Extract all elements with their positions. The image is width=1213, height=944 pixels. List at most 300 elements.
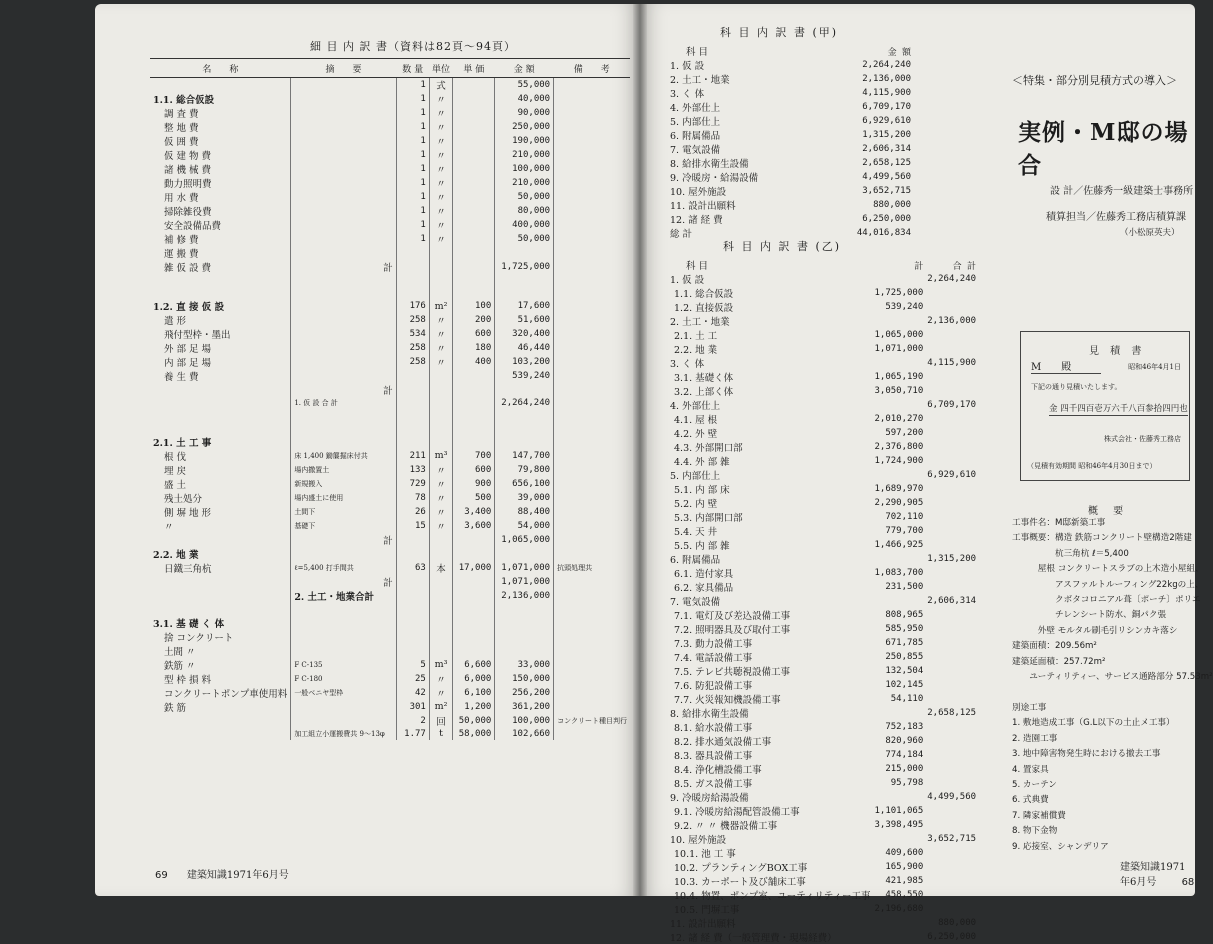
table-cell: 50,000	[453, 714, 495, 728]
list-item	[668, 650, 978, 664]
item-total: 2,606,314	[927, 596, 977, 606]
table-cell	[554, 204, 630, 218]
table-cell: m³	[429, 658, 452, 672]
table-cell: 〃	[429, 505, 452, 519]
table-cell: 100,000	[495, 714, 554, 728]
item-name: 9.1. 冷暖房給湯配管設備工事	[674, 807, 800, 818]
breakdown-otsu-head-total: 合 計	[952, 261, 977, 272]
item-name: 5.5. 内 部 雑	[674, 541, 730, 552]
table-cell	[453, 630, 495, 644]
overview-line: ユーティリティー、サービス通路部分 57.53m²	[1012, 672, 1213, 683]
overview-line: 建築延面積：257.72m²	[1012, 656, 1106, 667]
table-row	[150, 477, 630, 491]
table-cell: 土間 〃	[164, 646, 196, 658]
table-cell	[429, 383, 452, 397]
table-cell	[150, 287, 291, 300]
table-cell: 78	[396, 491, 429, 505]
table-cell	[150, 728, 291, 741]
table-cell	[554, 477, 630, 491]
table-cell: 33,000	[495, 658, 554, 672]
table-cell: 基礎下	[291, 519, 396, 533]
item-subtotal	[872, 398, 925, 412]
table-cell	[150, 397, 291, 410]
table-cell	[554, 78, 630, 93]
list-item	[668, 272, 978, 286]
table-cell	[554, 313, 630, 327]
item-name: 8.5. ガス設備工事	[674, 779, 753, 790]
item-name: 6. 附属備品	[670, 131, 721, 142]
table-cell	[429, 260, 452, 274]
list-item	[668, 678, 978, 692]
table-cell	[291, 176, 396, 190]
table-cell: 計	[291, 383, 396, 397]
table-row	[150, 260, 630, 274]
overview-line	[1012, 685, 1197, 700]
breakdown-ko-table	[668, 44, 913, 240]
table-cell	[429, 589, 452, 603]
table-cell: 5	[396, 658, 429, 672]
table-row	[150, 355, 630, 369]
item-total	[925, 482, 978, 496]
list-item	[668, 58, 913, 72]
item-total	[925, 440, 978, 454]
item-total	[925, 496, 978, 510]
table-cell: 動力照明費	[164, 179, 212, 190]
item-name: 8.1. 給水設備工事	[674, 723, 753, 734]
table-cell	[429, 644, 452, 658]
table-cell	[291, 148, 396, 162]
table-row	[150, 505, 630, 519]
table-row	[150, 463, 630, 477]
table-row	[150, 491, 630, 505]
table-row	[150, 299, 630, 313]
table-cell: 調 査 費	[164, 109, 199, 120]
table-cell: 運 搬 費	[164, 249, 199, 260]
table-cell: 80,000	[495, 204, 554, 218]
table-cell	[453, 410, 495, 423]
table-cell: 210,000	[495, 176, 554, 190]
table-cell: 残土処分	[164, 493, 203, 505]
item-subtotal: 2,196,680	[874, 904, 924, 914]
table-cell	[396, 644, 429, 658]
table-cell	[554, 575, 630, 589]
item-name: 7.1. 電灯及び差込設備工事	[674, 611, 791, 622]
table-cell: 256,200	[495, 686, 554, 700]
table-cell: 1.2. 直 接 仮 設	[153, 302, 225, 314]
col-header-summary: 摘 要	[291, 59, 396, 78]
item-total: 1,315,200	[927, 554, 977, 564]
list-item	[668, 72, 913, 86]
table-cell	[554, 341, 630, 355]
table-cell: 補 修 費	[164, 235, 199, 246]
table-cell: 79,800	[495, 463, 554, 477]
list-item	[668, 86, 913, 100]
col-header-name: 名 称	[150, 59, 291, 78]
breakdown-ko-section	[668, 24, 913, 240]
overview-line: 屋根 コンクリートスラブの上木造小屋組、	[1012, 564, 1204, 575]
table-cell: 700	[453, 449, 495, 463]
estimate-validity: （見積有効期間 昭和46年4月30日まで）	[1027, 462, 1157, 470]
table-cell: 3,400	[453, 505, 495, 519]
table-cell: 鉄 筋	[164, 702, 187, 714]
list-item	[668, 566, 978, 580]
table-cell	[554, 218, 630, 232]
table-cell	[429, 616, 452, 630]
table-cell: 〃	[429, 672, 452, 686]
list-item	[668, 440, 978, 454]
overview-line: 8. 物下金物	[1012, 826, 1058, 837]
table-cell	[453, 246, 495, 260]
item-name: 10. 屋外施設	[670, 835, 727, 846]
item-total	[925, 454, 978, 468]
table-cell	[150, 274, 291, 287]
list-item	[668, 888, 978, 902]
list-item	[668, 482, 978, 496]
table-cell	[554, 260, 630, 274]
item-amount: 2,606,314	[862, 144, 911, 154]
table-cell	[291, 274, 396, 287]
table-cell: 仮 建 物 費	[164, 151, 212, 162]
item-total	[925, 692, 978, 706]
table-cell	[453, 204, 495, 218]
table-cell	[554, 120, 630, 134]
table-cell: 58,000	[453, 728, 495, 741]
list-item	[668, 804, 978, 818]
overview-line: 3. 地中障害物発生時における撤去工事	[1012, 749, 1161, 760]
item-subtotal: 1,071,000	[874, 344, 924, 354]
table-cell	[291, 644, 396, 658]
table-cell	[396, 603, 429, 616]
credit-design-label: 設 計	[1050, 186, 1074, 197]
item-subtotal: 165,900	[885, 862, 924, 872]
table-cell: 式	[429, 78, 452, 93]
table-cell: 1	[396, 134, 429, 148]
overview-line: 5. カーテン	[1012, 779, 1057, 790]
item-total	[925, 846, 978, 860]
table-cell: 〃	[429, 686, 452, 700]
estimate-date: 昭和46年4月1日	[1128, 363, 1181, 371]
list-item	[668, 538, 978, 552]
table-cell	[429, 435, 452, 449]
list-item	[668, 818, 978, 832]
table-cell: 200	[453, 313, 495, 327]
table-cell: 〃	[429, 463, 452, 477]
table-row	[150, 218, 630, 232]
item-name: 1.2. 直接仮設	[674, 303, 734, 314]
item-name: 1. 仮 設	[670, 275, 705, 286]
table-cell	[150, 589, 291, 603]
table-cell: 100	[453, 299, 495, 313]
item-total	[925, 776, 978, 790]
list-item	[668, 748, 978, 762]
table-cell: 2.1. 土 工 事	[153, 437, 212, 449]
table-row	[150, 686, 630, 700]
table-cell	[554, 519, 630, 533]
item-total	[925, 622, 978, 636]
table-cell: 〃	[429, 232, 452, 246]
table-cell: 回	[429, 714, 452, 728]
item-name: 7. 電気設備	[670, 597, 721, 608]
item-subtotal: 539,240	[885, 302, 924, 312]
table-cell: 養 生 費	[164, 372, 199, 384]
table-cell	[495, 422, 554, 435]
table-cell: 539,240	[495, 369, 554, 383]
table-cell: 400,000	[495, 218, 554, 232]
table-cell: 2,136,000	[495, 589, 554, 603]
item-total: 3,652,715	[927, 834, 977, 844]
table-cell	[429, 274, 452, 287]
item-name: 12. 諸 経 費	[670, 215, 723, 226]
item-name: 1.1. 総合仮設	[674, 289, 734, 300]
table-cell: 150,000	[495, 672, 554, 686]
table-cell: 320,400	[495, 327, 554, 341]
item-subtotal: 1,725,000	[874, 288, 924, 298]
table-cell: 根 伐	[164, 451, 187, 463]
table-cell	[453, 547, 495, 561]
overview-line: 建築面積：209.56m²	[1012, 641, 1097, 652]
table-cell: 遣 形	[164, 316, 187, 328]
list-item	[668, 692, 978, 706]
item-name: 7.2. 照明器具及び取付工事	[674, 625, 791, 636]
item-subtotal	[872, 468, 925, 482]
col-header-amount: 金 額	[495, 59, 554, 78]
item-subtotal: 2,376,800	[874, 442, 924, 452]
overview-line: 外壁 モルタル刷毛引リシンカキ落シ	[1012, 625, 1178, 636]
table-cell	[495, 287, 554, 300]
item-subtotal: 421,985	[885, 876, 924, 886]
table-cell: 600	[453, 327, 495, 341]
item-subtotal: 808,965	[885, 610, 924, 620]
table-cell: m³	[429, 449, 452, 463]
table-cell	[150, 533, 291, 547]
table-cell	[554, 589, 630, 603]
table-cell: 場内盛土に使用	[291, 491, 396, 505]
item-subtotal: 3,398,495	[874, 820, 924, 830]
table-cell: 〃	[429, 92, 452, 106]
table-cell: 場内撒置土	[291, 463, 396, 477]
list-item	[668, 398, 978, 412]
table-cell: ℓ=5,400 打手間共	[291, 561, 396, 575]
table-cell	[291, 92, 396, 106]
list-item	[668, 114, 913, 128]
item-subtotal: 752,183	[885, 722, 924, 732]
table-cell	[291, 313, 396, 327]
table-cell	[396, 616, 429, 630]
table-cell: 〃	[429, 190, 452, 204]
list-item	[668, 170, 913, 184]
item-total	[925, 860, 978, 874]
table-cell: 2.2. 地 業	[153, 549, 199, 561]
table-cell: 25	[396, 672, 429, 686]
table-cell: 1	[396, 190, 429, 204]
table-cell	[554, 134, 630, 148]
table-cell	[554, 299, 630, 313]
table-row	[150, 575, 630, 589]
list-item	[668, 790, 978, 804]
detail-breakdown-table	[150, 58, 630, 740]
table-cell	[554, 176, 630, 190]
table-cell: 55,000	[495, 78, 554, 93]
table-cell	[429, 630, 452, 644]
table-cell	[396, 260, 429, 274]
item-name: 2.1. 土 工	[674, 331, 718, 342]
table-cell	[291, 204, 396, 218]
item-amount: 44,016,834	[856, 228, 911, 238]
item-subtotal	[872, 930, 925, 944]
table-cell	[453, 644, 495, 658]
table-cell: 6,000	[453, 672, 495, 686]
table-cell	[396, 533, 429, 547]
list-item	[668, 776, 978, 790]
table-cell	[291, 287, 396, 300]
table-cell: 46,440	[495, 341, 554, 355]
table-cell	[554, 672, 630, 686]
table-cell	[495, 616, 554, 630]
table-cell	[291, 162, 396, 176]
item-subtotal: 458,550	[885, 890, 924, 900]
table-row	[150, 176, 630, 190]
item-total	[925, 818, 978, 832]
overview-title: 概 要	[1088, 506, 1130, 517]
table-cell	[554, 287, 630, 300]
item-name: 7.6. 防犯設備工事	[674, 681, 753, 692]
table-cell	[453, 616, 495, 630]
table-cell	[429, 287, 452, 300]
table-row	[150, 519, 630, 533]
table-cell: 〃	[429, 491, 452, 505]
item-name: 4.1. 屋 根	[674, 415, 718, 426]
overview-line: 1. 敷地造成工事（G.L以下の土止メ工事）	[1012, 718, 1175, 729]
table-cell: 534	[396, 327, 429, 341]
table-row	[150, 533, 630, 547]
list-item	[668, 156, 913, 170]
item-total: 4,499,560	[927, 792, 977, 802]
item-name: 6.1. 造付家具	[674, 569, 734, 580]
table-cell	[396, 575, 429, 589]
item-total	[925, 678, 978, 692]
table-cell: 加工組立小運搬費共 9〜13φ	[291, 728, 396, 741]
table-cell: 雑 仮 設 費	[164, 263, 212, 274]
table-cell: 〃	[429, 355, 452, 369]
list-item	[668, 342, 978, 356]
table-cell	[453, 78, 495, 93]
table-cell: 1	[396, 162, 429, 176]
table-cell: 211	[396, 449, 429, 463]
credit-person: （小松原英夫）	[1120, 228, 1180, 238]
item-total: 6,250,000	[927, 932, 977, 942]
table-cell	[453, 218, 495, 232]
table-cell	[453, 435, 495, 449]
overview-line: チレンシート防水、銅パク張	[1012, 610, 1167, 621]
table-cell	[291, 630, 396, 644]
list-item	[668, 128, 913, 142]
table-cell: 1,065,000	[495, 533, 554, 547]
table-cell: m²	[429, 700, 452, 714]
overview-list	[1012, 516, 1213, 855]
item-name: 7.5. テレビ共聴視設備工事	[674, 667, 790, 678]
list-item	[668, 328, 978, 342]
table-cell: 3,600	[453, 519, 495, 533]
table-row	[150, 92, 630, 106]
table-cell	[150, 422, 291, 435]
item-name: 4. 外部仕上	[670, 103, 721, 114]
item-total: 6,709,170	[927, 400, 977, 410]
table-row	[150, 397, 630, 410]
item-name: 8.3. 器具設備工事	[674, 751, 753, 762]
table-cell	[554, 383, 630, 397]
table-cell	[495, 410, 554, 423]
list-item	[668, 286, 978, 300]
table-cell	[150, 383, 291, 397]
table-cell	[554, 246, 630, 260]
table-cell	[453, 369, 495, 383]
table-cell	[291, 369, 396, 383]
table-cell	[291, 218, 396, 232]
item-name: 4.4. 外 部 雑	[674, 457, 730, 468]
estimate-lead: 下記の通り見積いたします。	[1031, 383, 1122, 391]
table-cell	[554, 422, 630, 435]
table-cell	[150, 575, 291, 589]
table-cell: 1,200	[453, 700, 495, 714]
item-subtotal	[872, 552, 925, 566]
table-cell: 88,400	[495, 505, 554, 519]
table-row	[150, 78, 630, 93]
table-row	[150, 190, 630, 204]
table-cell: 内 部 足 場	[164, 358, 212, 370]
table-cell: 54,000	[495, 519, 554, 533]
table-cell	[396, 383, 429, 397]
table-cell: 1,071,000	[495, 561, 554, 575]
item-subtotal: 1,065,000	[874, 330, 924, 340]
table-cell	[453, 274, 495, 287]
table-cell	[554, 148, 630, 162]
item-total: 2,136,000	[927, 316, 977, 326]
table-cell	[554, 190, 630, 204]
table-cell	[396, 397, 429, 410]
breakdown-otsu-body	[668, 272, 978, 944]
overview-line: 杭三角杭 ℓ＝5,400	[1012, 548, 1129, 559]
right-footer	[1120, 858, 1195, 888]
table-cell	[291, 190, 396, 204]
table-cell	[554, 355, 630, 369]
item-name: 9. 冷暖房・給湯設備	[670, 173, 759, 184]
table-cell: 51,600	[495, 313, 554, 327]
table-cell	[453, 134, 495, 148]
item-total	[925, 300, 978, 314]
table-cell: 361,200	[495, 700, 554, 714]
col-header-qty: 数 量	[396, 59, 429, 78]
overview-line: 2. 造園工事	[1012, 733, 1058, 744]
table-row	[150, 630, 630, 644]
table-row	[150, 700, 630, 714]
table-cell	[495, 274, 554, 287]
item-subtotal: 1,083,700	[874, 568, 924, 578]
table-cell	[554, 505, 630, 519]
item-name: 10. 屋外施設	[670, 187, 727, 198]
item-total	[925, 538, 978, 552]
table-cell: 656,100	[495, 477, 554, 491]
list-item	[668, 370, 978, 384]
table-cell: F C-180	[291, 672, 396, 686]
table-cell	[291, 616, 396, 630]
estimate-company: 株式会社・佐藤秀工務店	[1104, 435, 1181, 443]
item-subtotal: 597,200	[885, 428, 924, 438]
list-item	[668, 524, 978, 538]
item-name: 4. 外部仕上	[670, 401, 721, 412]
breakdown-ko-head-amount: 金 額	[887, 47, 911, 58]
table-cell	[453, 287, 495, 300]
table-cell	[453, 575, 495, 589]
